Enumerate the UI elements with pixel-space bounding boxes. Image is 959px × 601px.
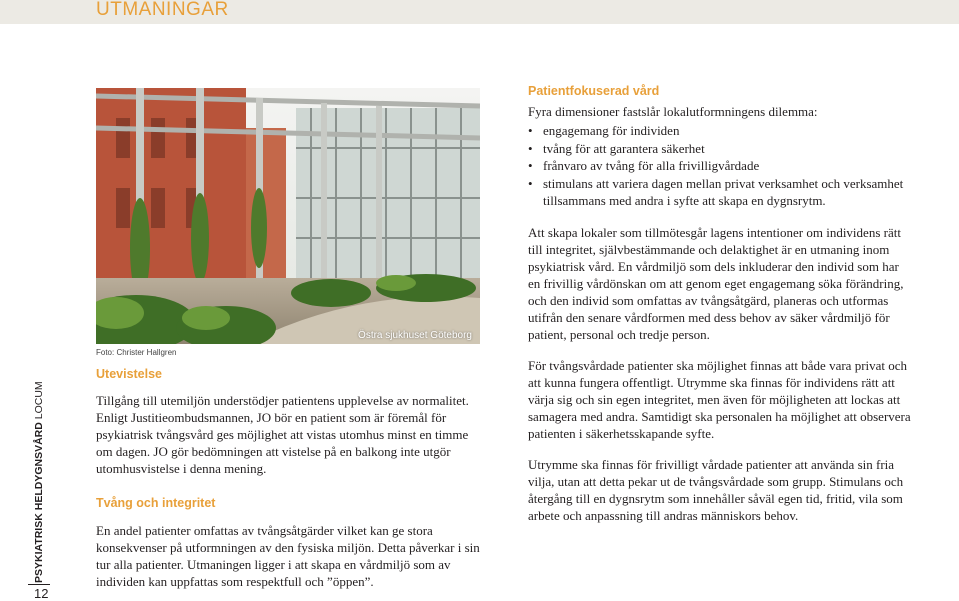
dimensions-list	[528, 122, 914, 210]
list-item: • stimulans att variera dagen mellan privat verksamhet och verksamhet tillsammans med andra i syfte att skapa en dygnsrytm.	[528, 175, 914, 210]
courtyard-photo	[96, 88, 480, 344]
heading-patientfokuserad: Patientfokuserad vård	[528, 84, 660, 98]
photo-caption: Östra sjukhuset Göteborg	[358, 330, 472, 341]
paragraph-lokaler: Att skapa lokaler som tillmötesgår lagens intentioner om individens rätt till integritet, självbestämmande och delaktighet är en utmaning inom psykiatrisk vård. En vårdmiljö som dels inkluderar den individ som har en frivillig vårdönskan om att genom eget engagemang söka förändring, och den individ som omfattas av tvångsåtgärd, planeras och utformas utifrån den senare vårdformen med dess behov av säker vårdmiljö för patient, personal och tredje person.	[528, 224, 904, 342]
heading-utevistelse: Utevistelse	[96, 367, 163, 381]
photo-credit: Foto: Christer Hallgren	[96, 348, 177, 357]
running-head-rest: LOCUM	[33, 381, 45, 420]
paragraph-frivilligt: Utrymme ska finnas för frivilligt vårdade patienter att använda sin fria vilja, utan att detta pekar ut de tvångsvårdade som grupp. Stimulans och återgång till en dygnsrytm som innehåller såväl egen tid, fritid, vila som arbete och anpassning till andras människors behov.	[528, 456, 904, 523]
page-number: 12	[34, 586, 49, 601]
running-head-bold: PSYKIATRISK HELDYGNSVÅRD	[33, 422, 45, 583]
running-head	[33, 381, 45, 583]
heading-tvang-integritet: Tvång och integritet	[96, 496, 216, 510]
page-title: UTMANINGAR	[96, 0, 229, 20]
right-column	[528, 84, 914, 524]
paragraph-tvangsvardade: För tvångsvårdade patienter ska möjlighet finnas att både vara privat och att kunna fungera offentligt. Utrymme ska finnas för individens rätt att värja sig och sin egen integritet, men även för möjligheten att lockas att samagera med andra. Samtidigt ska personalen ha möjlighet att observera patienten i säkerhetsskapande syfte.	[528, 357, 911, 441]
list-item: • engagemang för individen	[528, 122, 914, 140]
courtyard-illustration	[96, 88, 480, 344]
paragraph-intro: Fyra dimensioner fastslår lokalutformningens dilemma:	[528, 104, 818, 119]
paragraph-utevistelse: Tillgång till utemiljön understödjer patientens upplevelse av normalitet. Enligt Justitieombudsmannen, JO bör en patient som är föremål för psykiatrisk tvångsvård ges möjlighet att vistas utomhus minst en timme om dagen. JO gör bedömningen att vistelse på en balkong inte utgör utomhusvistelse i denna mening.	[96, 393, 469, 476]
page-number-rule	[28, 584, 50, 585]
left-column	[96, 367, 480, 590]
list-item: • tvång för att garantera säkerhet	[528, 140, 914, 158]
paragraph-tvang-integritet: En andel patienter omfattas av tvångsåtgärder vilket kan ge stora konsekvenser på utformningen av den fysiska miljön. Detta påverkar i sin tur alla patienter. Utmaningen ligger i att skapa en vårdmiljö som av individen kan uppfattas som respektfull och ”öppen”.	[96, 523, 480, 589]
list-item: • frånvaro av tvång för alla frivilligvårdade	[528, 157, 914, 175]
